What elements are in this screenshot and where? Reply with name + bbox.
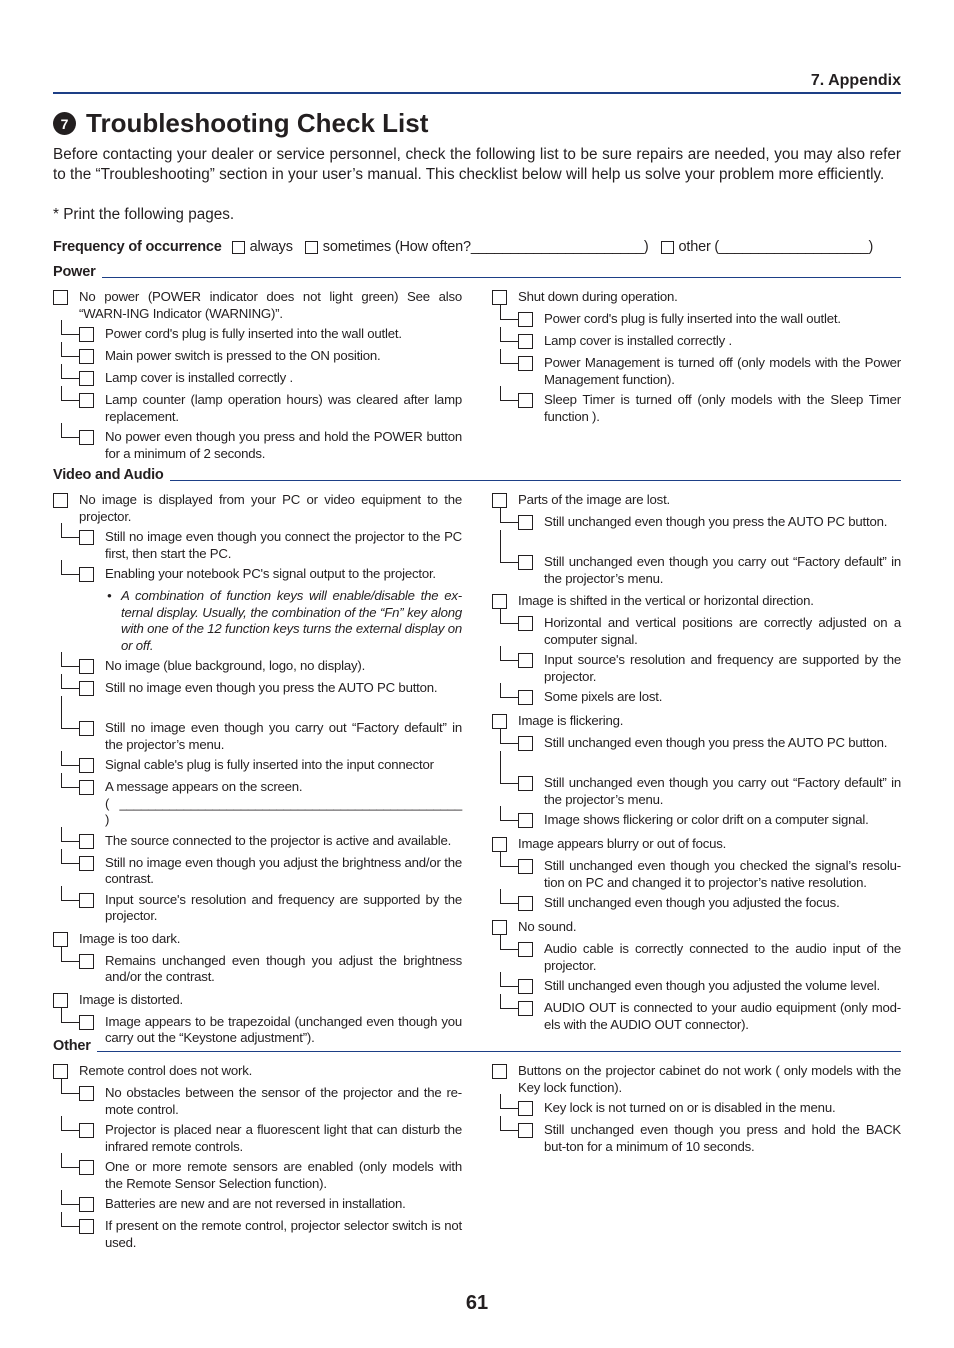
checkbox[interactable] — [79, 834, 94, 849]
checkbox[interactable] — [518, 356, 533, 371]
list-item — [492, 593, 901, 611]
checkbox[interactable] — [79, 1123, 94, 1138]
item-text: No power (POWER indicator does not light green) See also “WARN-ING Indicator (WARNING)”. — [79, 289, 462, 321]
page-title — [53, 108, 428, 139]
item-text: AUDIO OUT is connected to your audio equipment (only mod-els with the AUDIO OUT connector). — [544, 1000, 901, 1032]
connector-line — [61, 947, 79, 962]
checkbox[interactable] — [79, 758, 94, 773]
sub-item — [79, 833, 462, 851]
checkbox[interactable] — [79, 349, 94, 364]
item-text: Power cord's plug is fully inserted into the wall outlet. — [544, 311, 841, 326]
connector-line — [500, 646, 518, 661]
item-text: Still unchanged even though you carry out “Factory default” in the projector’s menu. — [544, 775, 901, 807]
checkbox[interactable] — [492, 1064, 507, 1079]
connector-line — [500, 530, 518, 563]
item-text: Remains unchanged even though you adjust the brightness and/or the contrast. — [105, 952, 462, 984]
item-text: Enabling your notebook PC's signal output to the projector. — [105, 566, 436, 581]
sub-item — [79, 392, 462, 425]
item-text: ( ________________________________________________ ) — [105, 795, 462, 827]
frequency-other[interactable]: other (___________________) — [661, 239, 874, 255]
connector-line — [500, 609, 518, 624]
item-text: Power cord's plug is fully inserted into the wall outlet. — [105, 326, 402, 341]
checkbox[interactable] — [518, 515, 533, 530]
sub-item — [518, 895, 901, 913]
item-text: Main power switch is pressed to the ON position. — [105, 348, 381, 363]
item-text: Key lock is not turned on or is disabled in the menu. — [544, 1100, 836, 1115]
list-item — [53, 1063, 462, 1081]
item-text: No sound. — [518, 919, 577, 934]
checkbox[interactable] — [79, 659, 94, 674]
checkbox[interactable] — [518, 896, 533, 911]
checkbox[interactable] — [79, 893, 94, 908]
sub-item — [79, 348, 462, 366]
sub-item — [79, 566, 462, 584]
sub-item — [79, 370, 462, 388]
checkbox[interactable] — [53, 1064, 68, 1079]
list-item — [492, 289, 901, 307]
connector-line — [61, 1008, 79, 1023]
frequency-label: Frequency of occurrence — [53, 239, 222, 255]
checkbox[interactable] — [53, 290, 68, 305]
connector-line — [61, 886, 79, 901]
sub-item — [518, 941, 901, 974]
sub-item — [518, 514, 901, 532]
checkbox[interactable] — [79, 954, 94, 969]
checkbox[interactable] — [53, 493, 68, 508]
list-item — [53, 931, 462, 949]
sub-item — [518, 1100, 901, 1118]
checkbox[interactable] — [53, 932, 68, 947]
connector-line — [61, 773, 79, 788]
checkbox[interactable] — [518, 555, 533, 570]
frequency-row — [53, 239, 901, 255]
connector-line — [500, 327, 518, 342]
item-text: Audio cable is correctly connected to the audio input of the projector. — [544, 941, 901, 973]
sub-item — [79, 680, 462, 698]
item-text: One or more remote sensors are enabled (only models with the Remote Sensor Selection function). — [105, 1159, 462, 1191]
checkbox[interactable] — [232, 241, 245, 254]
section-heading-other: Other — [53, 1038, 901, 1054]
checkbox[interactable] — [79, 1086, 94, 1101]
sub-item — [518, 812, 901, 830]
item-text: No obstacles between the sensor of the projector and the re-mote control. — [105, 1085, 462, 1117]
checkbox[interactable] — [492, 493, 507, 508]
intro-note: * Print the following pages. — [53, 206, 235, 223]
checkbox[interactable] — [79, 567, 94, 582]
connector-line — [61, 364, 79, 379]
item-text: Still no image even though you adjust the brightness and/or the contrast. — [105, 854, 462, 886]
checkbox[interactable] — [79, 1197, 94, 1212]
connector-line — [500, 349, 518, 364]
checkbox[interactable] — [492, 837, 507, 852]
item-text: Lamp cover is installed correctly . — [105, 370, 293, 385]
item-text: The source connected to the projector is active and available. — [105, 832, 452, 848]
sub-item — [79, 720, 462, 753]
note-text — [79, 588, 462, 654]
checkbox[interactable] — [518, 334, 533, 349]
sub-item — [518, 1122, 901, 1155]
item-text: Input source's resolution and frequency are supported by the projector. — [105, 891, 462, 923]
video-right-column — [492, 492, 901, 1039]
connector-line — [61, 342, 79, 357]
connector-line — [500, 305, 518, 320]
connector-line — [500, 806, 518, 821]
sub-item — [518, 858, 901, 891]
connector-line — [500, 729, 518, 744]
sub-item — [518, 615, 901, 648]
frequency-always[interactable]: always — [232, 239, 293, 255]
item-text: Still no image even though you carry out “Factory default” in the projector’s menu. — [105, 720, 462, 752]
checkbox[interactable] — [79, 530, 94, 545]
checkbox[interactable] — [518, 616, 533, 631]
header-rule — [53, 92, 901, 94]
item-text: Image appears blurry or out of focus. — [518, 836, 727, 851]
checkbox[interactable] — [79, 430, 94, 445]
item-text: A message appears on the screen. — [105, 779, 303, 794]
item-text: Image shows flickering or color drift on a computer signal. — [544, 812, 869, 827]
item-text: Still unchanged even though you press and hold the BACK but-ton for a minimum of 10 seconds. — [544, 1122, 901, 1154]
item-text: Some pixels are lost. — [544, 689, 663, 704]
item-text: Still no image even though you connect the projector to the PC first, then start the PC. — [105, 529, 462, 561]
item-text: Lamp counter (lamp operation hours) was cleared after lamp replacement. — [105, 392, 462, 424]
checkbox[interactable] — [518, 1101, 533, 1116]
section-rule — [102, 277, 901, 279]
checkbox[interactable] — [661, 241, 674, 254]
video-left-column — [53, 492, 462, 1053]
item-text: Shut down during operation. — [518, 289, 678, 304]
connector-line — [61, 696, 79, 729]
checkbox[interactable] — [492, 920, 507, 935]
connector-line — [500, 508, 518, 523]
other-right-column — [492, 1063, 901, 1155]
sub-item — [79, 1122, 462, 1155]
list-item — [492, 919, 901, 937]
checkbox[interactable] — [518, 813, 533, 828]
checkbox[interactable] — [79, 780, 94, 795]
checkbox[interactable] — [492, 290, 507, 305]
connector-line — [61, 751, 79, 766]
sub-item — [518, 775, 901, 808]
bullet: • — [107, 588, 112, 603]
checkbox[interactable] — [79, 1015, 94, 1030]
checkbox[interactable] — [79, 327, 94, 342]
sub-item — [79, 326, 462, 344]
checkbox[interactable] — [518, 653, 533, 668]
checkbox[interactable] — [518, 859, 533, 874]
list-item — [492, 1063, 901, 1096]
connector-line — [500, 1116, 518, 1131]
sub-item — [518, 1000, 901, 1033]
title-text: Troubleshooting Check List — [86, 108, 429, 138]
item-text: Parts of the image are lost. — [518, 492, 670, 507]
sub-item — [518, 735, 901, 753]
power-right-column — [492, 289, 901, 425]
sub-item — [79, 1159, 462, 1192]
connector-line — [61, 320, 79, 335]
connector-line — [61, 849, 79, 864]
connector-line — [61, 1153, 79, 1168]
list-item — [492, 492, 901, 510]
sub-item — [79, 892, 462, 925]
connector-line — [500, 935, 518, 950]
connector-line — [500, 683, 518, 698]
checkbox[interactable] — [79, 393, 94, 408]
section-rule — [97, 1051, 901, 1053]
sub-item — [79, 779, 462, 829]
item-text: No image (blue background, logo, no display). — [105, 658, 366, 673]
item-text: Still unchanged even though you adjusted the volume level. — [544, 978, 880, 993]
connector-line — [61, 652, 79, 667]
list-item — [492, 836, 901, 854]
sub-item — [79, 1218, 462, 1251]
sub-item — [79, 658, 462, 676]
item-text: Horizontal and vertical positions are correctly adjusted on a computer signal. — [544, 615, 901, 647]
checkbox[interactable] — [492, 594, 507, 609]
connector-line — [500, 852, 518, 867]
item-text: Lamp cover is installed correctly . — [544, 333, 732, 348]
checkbox[interactable] — [518, 776, 533, 791]
item-text: Still no image even though you press the AUTO PC button. — [105, 680, 438, 695]
item-text: No power even though you press and hold the POWER button for a minimum of 2 seconds. — [105, 429, 462, 461]
sub-item — [79, 1196, 462, 1214]
power-left-column — [53, 289, 462, 462]
sub-item — [518, 311, 901, 329]
connector-line — [500, 1094, 518, 1109]
item-text: Input source's resolution and frequency are supported by the projector. — [544, 652, 901, 684]
connector-line — [61, 827, 79, 842]
frequency-sometimes[interactable]: sometimes (How often?______________________) — [305, 239, 649, 255]
connector-line — [500, 994, 518, 1009]
connector-line — [61, 1079, 79, 1094]
sub-item — [79, 1085, 462, 1118]
connector-line — [500, 386, 518, 401]
section-heading-power: Power — [53, 264, 901, 280]
item-text: Still unchanged even though you adjusted the focus. — [544, 895, 840, 910]
checkbox[interactable] — [492, 714, 507, 729]
chapter-heading: 7. Appendix — [810, 72, 901, 89]
connector-line — [61, 423, 79, 438]
checkbox[interactable] — [518, 393, 533, 408]
item-text: Projector is placed near a fluorescent light that can disturb the infrared remote controls. — [105, 1122, 462, 1154]
item-text: Still unchanged even though you checked the signal’s resolu-tion on PC and changed it to projector’s native resolution. — [544, 858, 901, 890]
sub-item — [518, 689, 901, 707]
connector-line — [61, 1190, 79, 1205]
item-text: Buttons on the projector cabinet do not work ( only models with the Key lock function). — [518, 1063, 901, 1095]
sub-item — [518, 333, 901, 351]
sub-item — [79, 953, 462, 986]
item-text: Still unchanged even though you press the AUTO PC button. — [544, 735, 888, 750]
checkbox[interactable] — [53, 993, 68, 1008]
item-text: A combination of function keys will enable/disable the ex-ternal display. Usually, the combination of the “Fn” key along with one of the 12 function keys turns the external display on or off. — [121, 588, 462, 653]
sub-item — [79, 757, 462, 775]
item-text: Image is shifted in the vertical or horizontal direction. — [518, 593, 814, 608]
item-text: No image is displayed from your PC or video equipment to the projector. — [79, 492, 462, 524]
sub-item — [518, 652, 901, 685]
item-text: Still unchanged even though you press the AUTO PC button. — [544, 514, 888, 529]
connector-line — [61, 560, 79, 575]
checkbox[interactable] — [518, 1001, 533, 1016]
sub-item — [79, 429, 462, 462]
sub-item — [518, 978, 901, 996]
list-item — [492, 713, 901, 731]
connector-line — [61, 674, 79, 689]
section-heading-video-audio: Video and Audio — [53, 467, 901, 483]
checkbox[interactable] — [79, 1160, 94, 1175]
connector-line — [500, 889, 518, 904]
checkbox[interactable] — [79, 721, 94, 736]
checkbox[interactable] — [79, 681, 94, 696]
item-text: Image is flickering. — [518, 713, 624, 728]
checkbox[interactable] — [518, 1123, 533, 1138]
checkbox[interactable] — [305, 241, 318, 254]
item-text: Still unchanged even though you carry out “Factory default” in the projector’s menu. — [544, 554, 901, 586]
checkbox[interactable] — [518, 979, 533, 994]
other-left-column — [53, 1063, 462, 1251]
section-rule — [170, 480, 901, 482]
item-text: Image is too dark. — [79, 930, 181, 946]
checkbox[interactable] — [518, 312, 533, 327]
connector-line — [61, 523, 79, 538]
item-text: Remote control does not work. — [79, 1063, 253, 1078]
checkbox[interactable] — [518, 690, 533, 705]
list-item — [53, 992, 462, 1010]
connector-line — [61, 386, 79, 401]
connector-line — [500, 751, 518, 784]
sub-item — [518, 392, 901, 425]
checkbox[interactable] — [79, 1219, 94, 1234]
sub-item — [79, 855, 462, 888]
sub-item — [518, 554, 901, 587]
connector-line — [61, 1116, 79, 1131]
page-number: 61 — [465, 1292, 489, 1314]
item-text: Image is distorted. — [79, 991, 183, 1007]
item-text: Power Management is turned off (only models with the Power Management function). — [544, 355, 901, 387]
item-text: Sleep Timer is turned off (only models with the Sleep Timer function ). — [544, 392, 901, 424]
item-text: Image appears to be trapezoidal (unchanged even though you carry out the “Keystone adjustment”). — [105, 1013, 462, 1045]
checkbox[interactable] — [518, 942, 533, 957]
intro-paragraph: Before contacting your dealer or service personnel, check the following list to be sure repairs are needed, you may also refer to the “Troubleshooting” section in your user’s manual. This checklist below will help us solve your problem more efficiently. — [53, 146, 901, 183]
list-item — [53, 492, 462, 525]
connector-line — [61, 1212, 79, 1227]
checkbox[interactable] — [79, 856, 94, 871]
list-item — [53, 289, 462, 322]
connector-line — [500, 972, 518, 987]
item-text: If present on the remote control, projector selector switch is not used. — [105, 1218, 462, 1250]
checkbox[interactable] — [518, 736, 533, 751]
checkbox[interactable] — [79, 371, 94, 386]
item-text: Batteries are new and are not reversed in installation. — [105, 1196, 406, 1211]
sub-item — [518, 355, 901, 388]
item-text: Signal cable's plug is fully inserted into the input connector — [105, 757, 434, 772]
sub-item — [79, 529, 462, 562]
section-number-badge: 7 — [53, 112, 76, 135]
